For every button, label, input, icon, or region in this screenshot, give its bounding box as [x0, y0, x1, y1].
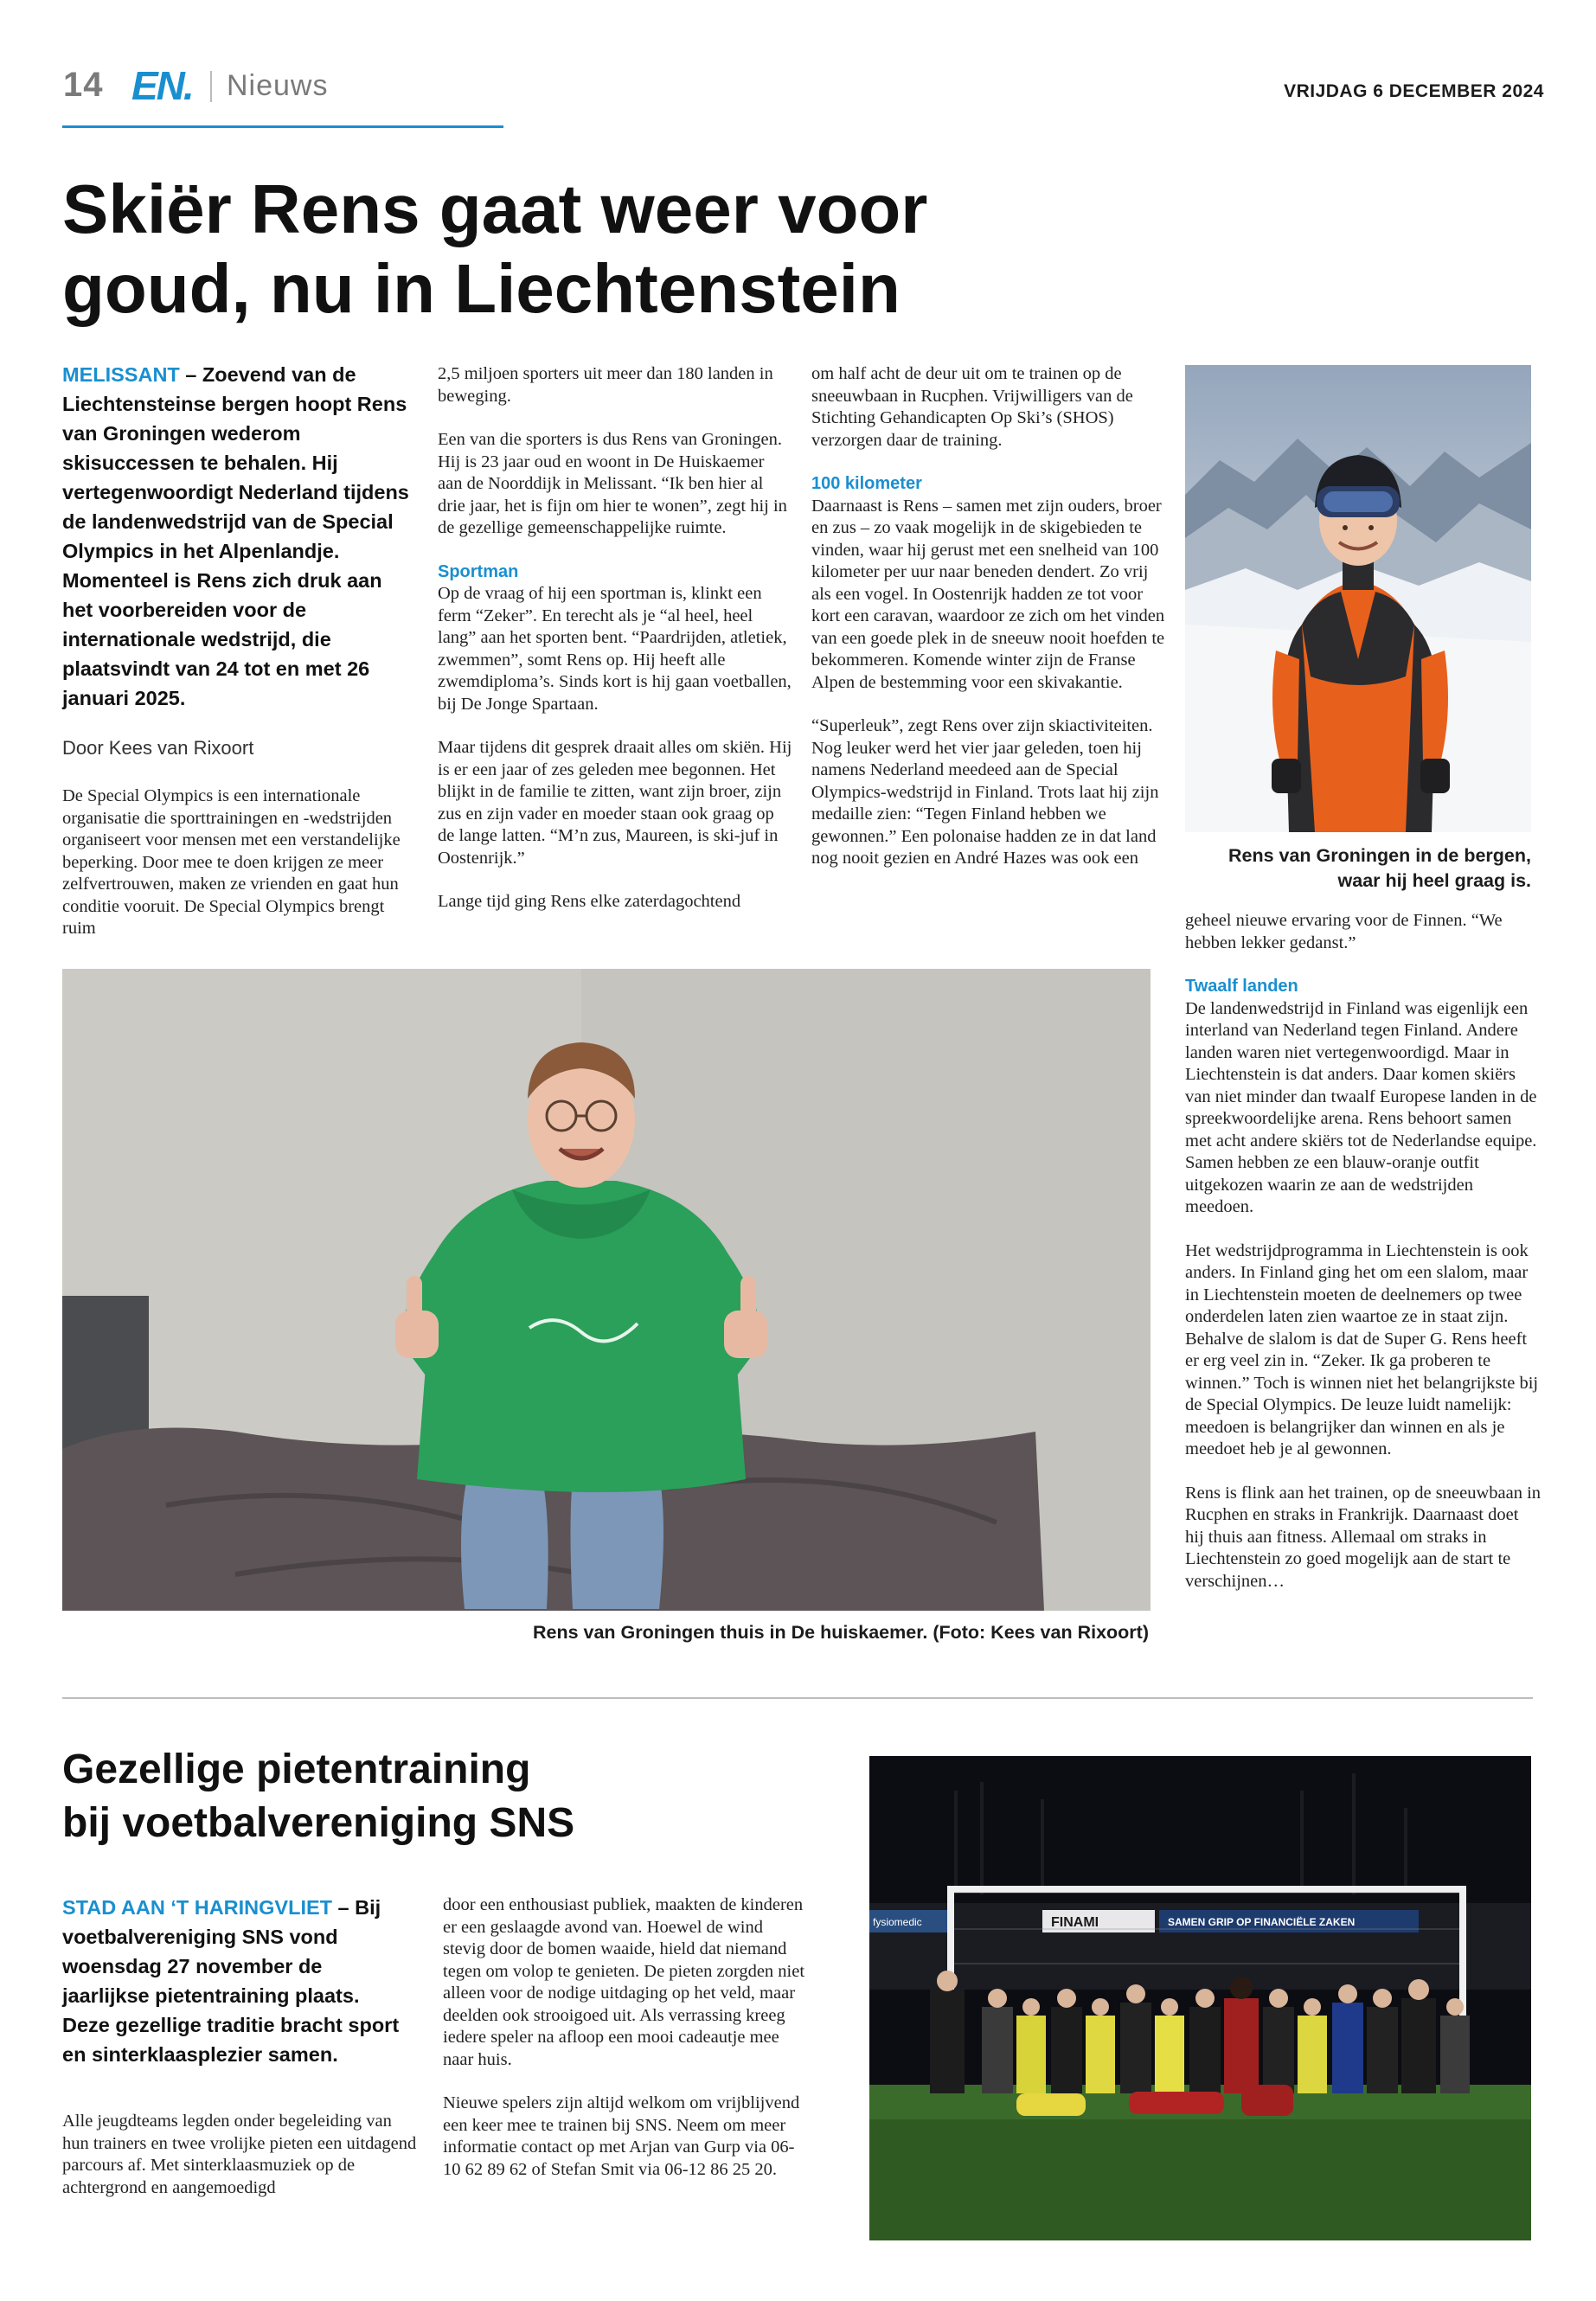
- photo-pietentraining: [869, 1756, 1531, 2240]
- paragraph: Daarnaast is Rens – samen met zijn ouders, broer en zus – zo vaak mogelijk in de skigebieden te vinden, waar hij gerust met een snelheid van 100 kilometer per uur naar beneden dendert. Zo vrij als een vogel. In Oostenrijk hadden ze tot voor kort een caravan, waardoor ze zich om het vinden van een goede plek in de sneeuw nooit hoefden te bekommeren. Komende winter zijn de Franse Alpen de bestemming voor een skivakantie.: [811, 496, 1165, 692]
- subheading-100-kilometer: 100 kilometer: [811, 474, 922, 493]
- paragraph: Rens is flink aan het trainen, op de sneeuwbaan in Rucphen en straks in Frankrijk. Daarnaast doet hij thuis aan fitness. Allemaal om straks in Liechtenstein zo goed mogelijk aan de start te verschijnen…: [1185, 1483, 1542, 1591]
- intro2-text: – Bij voetbalvereniging SNS vond woensdag 27 november de jaarlijkse pietentraining plaats. Deze gezellige traditie bracht sport en sinterklaasplezier samen.: [62, 1896, 400, 2066]
- subheading-twaalf-landen: Twaalf landen: [1185, 977, 1298, 996]
- paragraph: om half acht de deur uit om te trainen op de sneeuwbaan in Rucphen. Vrijwilligers van de Stichting Gehandicapten Op Ski’s (SHOS) verzorgen daar de training.: [811, 364, 1133, 450]
- mountain-photo-illustration: [1185, 365, 1531, 832]
- article-column-3: [811, 363, 1166, 892]
- paragraph: Alle jeugdteams legden onder begeleiding van hun trainers en twee vrolijke pieten een uitdagend parcours af. Met sinterklaasmuziek op de achtergrond en aangemoedigd: [62, 2112, 417, 2197]
- paragraph: Nieuwe spelers zijn altijd welkom om vrijblijvend een keer mee te trainen bij SNS. Neem om meer informatie contact op met Arjan van Gurp via 06-10 62 89 62 of Stefan Smit via 06-12 86 25 20.: [443, 2093, 800, 2179]
- paragraph: Lange tijd ging Rens elke zaterdagochtend: [438, 892, 741, 911]
- headline-line-1: Skiër Rens gaat weer voor: [62, 170, 928, 247]
- paragraph: Op de vraag of hij een sportman is, klinkt een ferm “Zeker”. En terecht als je “al heel, heel lang” aan het sporten bent. “Paardrijden, atletiek, zwemmen”, somt Rens op. Hij heeft alle zwemdiploma’s. Sinds kort is hij gaan voetballen, bij De Jonge Spartaan.: [438, 584, 792, 714]
- article2-intro: [62, 1893, 408, 2069]
- caption-home: Rens van Groningen thuis in De huiskaemer. (Foto: Kees van Rixoort): [532, 1622, 1149, 1643]
- sign-finami: FINAMI: [1051, 1915, 1099, 1930]
- article-headline: [62, 170, 1014, 329]
- paragraph: geheel nieuwe ervaring voor de Finnen. “We hebben lekker gedanst.”: [1185, 911, 1503, 952]
- photo-rens-mountains: [1185, 365, 1531, 832]
- sign-fysio: fysiomedic: [873, 1916, 922, 1928]
- caption-mountains: Rens van Groningen in de bergen, waar hij heel graag is.: [1227, 845, 1531, 891]
- dateline: MELISSANT: [62, 363, 180, 386]
- home-photo-illustration: [62, 969, 1151, 1611]
- page-number: 14: [63, 66, 104, 104]
- photo-rens-home: [62, 969, 1151, 1611]
- paragraph: “Superleuk”, zegt Rens over zijn skiactiviteiten. Nog leuker werd het vier jaar geleden, toen hij namens Nederland meedeed aan de Special Olympics-wedstrijd in Finland. Trots laat hij zijn medaille zien: “Tegen Finland hebben we gewonnen.” Een polonaise hadden ze in dat land nog nooit gezien en André Hazes was ook een: [811, 716, 1159, 868]
- article2-column-2: [443, 1894, 810, 2202]
- team-photo-illustration: [869, 1756, 1531, 2240]
- issue-date: VRIJDAG 6 DECEMBER 2024: [1284, 81, 1544, 101]
- headline2-line-1: Gezellige pietentraining: [62, 1747, 531, 1792]
- dateline-2: STAD AAN ‘T HARINGVLIET: [62, 1896, 333, 1919]
- article2-column-1: [62, 2111, 417, 2221]
- paragraph: De landenwedstrijd in Finland was eigenlijk een interland van Nederland tegen Finland. Andere landen waren niet vertegenwoordigd. Maar in Liechtenstein is dat anders. Daar komen skiërs van niet minder dan twaalf Europese landen in de spreekwoordelijke arena. Rens behoort samen met acht andere skiërs tot de Nederlandse equipe. Samen hebben ze een blauw-oranje outfit uitgekozen waarin ze aan de wedstrijden meedoen.: [1185, 998, 1537, 1216]
- article-column-1: [62, 785, 417, 962]
- article-divider: [62, 1697, 1533, 1699]
- article2-headline: [62, 1743, 754, 1850]
- intro-text: – Zoevend van de Liechtensteinse bergen hoopt Rens van Groningen wederom skisuccessen te behalen. Hij vertegenwoordigt Nederland tijdens de landenwedstrijd van de Special Olympics in het Alpenlandje. Momenteel is Rens zich druk aan het voorbereiden voor de internationale wedstrijd, die plaatsvindt van 24 tot en met 26 januari 2025.: [62, 363, 409, 709]
- paragraph: 2,5 miljoen sporters uit meer dan 180 landen in beweging.: [438, 364, 773, 406]
- paragraph: Het wedstrijdprogramma in Liechtenstein is ook anders. In Finland ging het om een slalom, maar in Liechtenstein moeten de deelnemers op twee onderdelen laten zien waartoe ze in staat zijn. Behalve de slalom is dat de Super G. Rens heeft er erg veel zin in. “Zeker. Ik ga proberen te winnen.” Toch is winnen niet het belangrijkste bij de Special Olympics. De leuze luidt namelijk: meedoen is belangrijker dan winnen en als je meedoet heb je al gewonnen.: [1185, 1240, 1539, 1458]
- paragraph: Een van die sporters is dus Rens van Groningen. Hij is 23 jaar oud en woont in De Huiskaemer aan de Noorddijk in Melissant. “Ik ben hier al drie jaar, het is fijn om hier te wonen”, zegt hij in de gezellige gemeenschappelijke ruimte.: [438, 430, 787, 537]
- headline2-line-2: bij voetbalvereniging SNS: [62, 1800, 575, 1846]
- byline: Door Kees van Rixoort: [62, 737, 254, 759]
- headline-line-2: goud, nu in Liechtenstein: [62, 250, 901, 327]
- paragraph: door een enthousiast publiek, maakten de kinderen er een geslaagde avond van. Hoewel de wind stevig door de bomen waaide, hield dat niemand tegen om volop te genieten. De pieten zorgden niet alleen voor de nodige uitdaging op het veld, maar deelden ook strooigoed uit. Als verrassing kreeg iedere speler na afloop een mooi cadeautje mee naar huis.: [443, 1895, 805, 2069]
- paragraph: Maar tijdens dit gesprek draait alles om skiën. Hij is er een jaar of zes geleden mee begonnen. Het blijkt in de familie te zitten, want zijn broer, zijn zus en zijn vader en moeder staan ook graag op de lange latten. “M’n zus, Maureen, is ski-juf in Oostenrijk.”: [438, 738, 792, 868]
- article-intro: [62, 360, 417, 713]
- subheading-sportman: Sportman: [438, 561, 519, 581]
- section-label: Nieuws: [227, 69, 329, 102]
- article-column-4: [1185, 910, 1542, 1614]
- sign-banner: SAMEN GRIP OP FINANCIËLE ZAKEN: [1168, 1916, 1356, 1928]
- paragraph: De Special Olympics is een internationale organisatie die sporttrainingen en -wedstrijden organiseert voor mensen met een verstandelijke beperking. Door mee te doen krijgen ze meer zelfvertrouwen, maken ze vrienden en gaat hun conditie vooruit. De Special Olympics brengt ruim: [62, 786, 401, 938]
- newspaper-logo: EN.: [131, 63, 193, 108]
- header-rule: [62, 125, 503, 128]
- article-column-2: [438, 363, 792, 935]
- header-separator: [210, 71, 212, 102]
